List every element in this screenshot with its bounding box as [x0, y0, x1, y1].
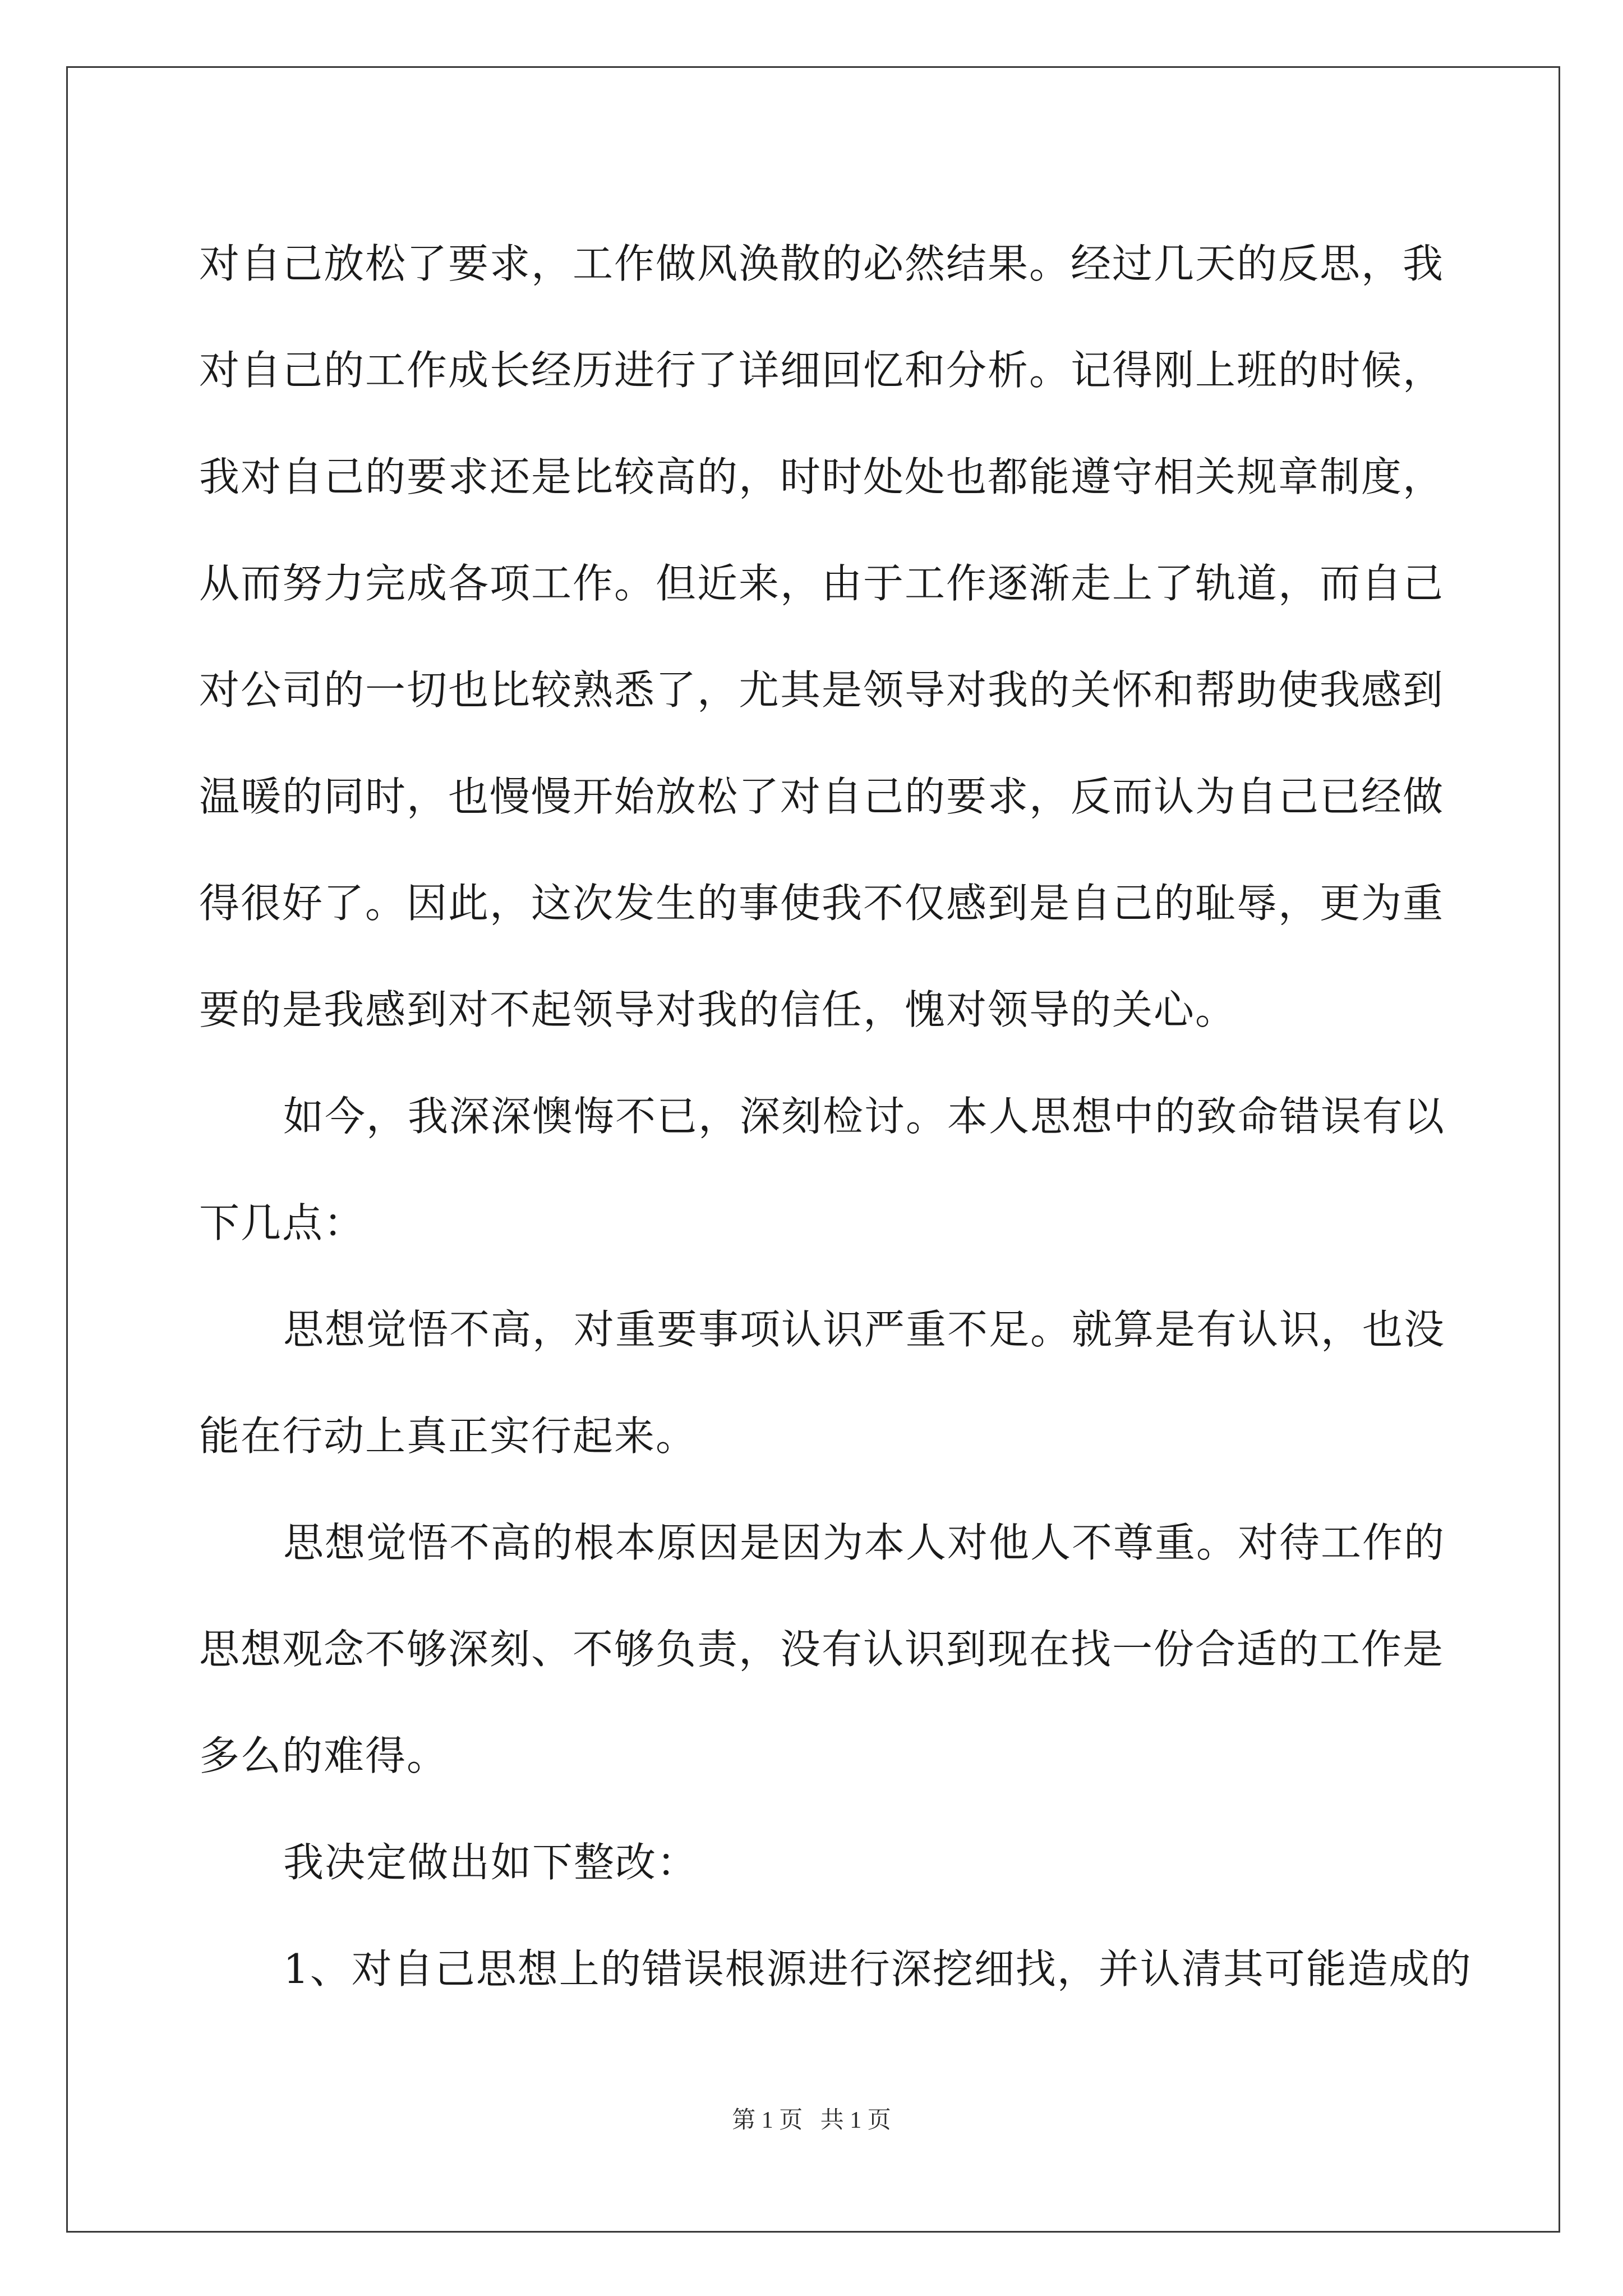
page-number: 第 1 页 — [732, 2108, 803, 2133]
document-body — [199, 210, 1472, 2022]
page-footer — [0, 2104, 1623, 2137]
page-total: 共 1 页 — [820, 2108, 891, 2133]
paragraph-first-line: 1、对自己思想上的错误根源进行深挖细找，并认清其可能造成的 — [283, 1945, 1472, 1993]
text-line: 对自己的工作成长经历进行了详细回忆和分析。记得刚上班的时候， — [199, 347, 1445, 394]
paragraph-first-line: 我决定做出如下整改： — [283, 1839, 699, 1886]
paragraph-first-line: 如今，我深深懊悔不已，深刻检讨。本人思想中的致命错误有以 — [283, 1093, 1446, 1140]
paragraph-first-line: 思想觉悟不高的根本原因是因为本人对他人不尊重。对待工作的 — [283, 1519, 1446, 1566]
text-line: 得很好了。因此，这次发生的事使我不仅感到是自己的耻辱，更为重 — [199, 880, 1445, 927]
text-line: 我对自己的要求还是比较高的，时时处处也都能遵守相关规章制度， — [199, 453, 1445, 500]
text-line: 要的是我感到对不起领导对我的信任，愧对领导的关心。 — [199, 986, 1237, 1033]
text-line: 能在行动上真正实行起来。 — [199, 1412, 698, 1460]
text-line: 多么的难得。 — [199, 1732, 449, 1779]
text-line: 温暖的同时，也慢慢开始放松了对自己的要求，反而认为自己已经做 — [199, 773, 1445, 820]
paragraph-first-line: 思想觉悟不高，对重要事项认识严重不足。就算是有认识，也没 — [283, 1306, 1446, 1353]
text-line: 对自己放松了要求，工作做风涣散的必然结果。经过几天的反思，我 — [199, 240, 1445, 287]
text-line: 思想观念不够深刻、不够负责，没有认识到现在找一份合适的工作是 — [199, 1626, 1445, 1673]
text-line: 下几点： — [199, 1199, 366, 1246]
text-line: 对公司的一切也比较熟悉了，尤其是领导对我的关怀和帮助使我感到 — [199, 666, 1445, 714]
text-line: 从而努力完成各项工作。但近来，由于工作逐渐走上了轨道，而自己 — [199, 560, 1445, 607]
